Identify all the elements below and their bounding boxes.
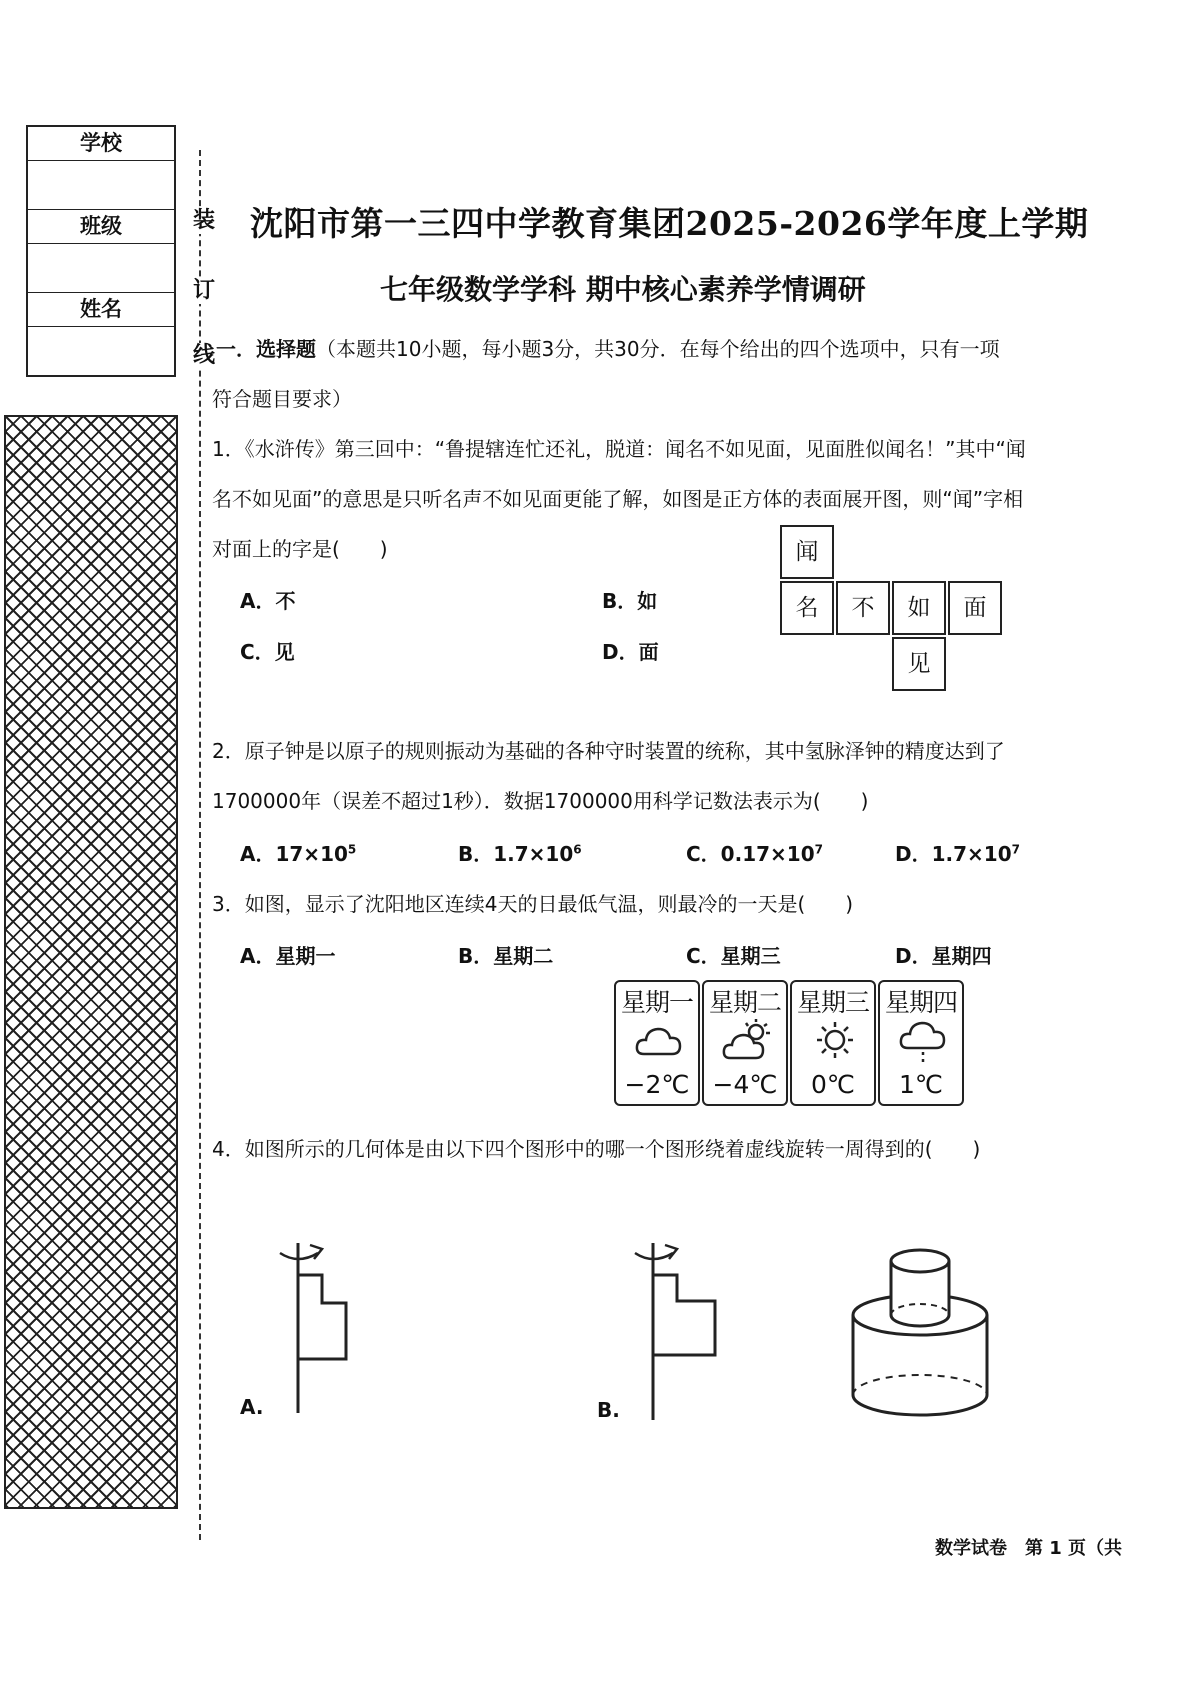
weather-temp: 1℃ <box>899 1070 943 1099</box>
q2-option-b-base: B．1.7×10 <box>458 842 574 866</box>
net-cell: 面 <box>948 581 1002 635</box>
weather-day: 星期四 <box>884 988 957 1017</box>
q1-text-line1: 1．《水浒传》第三回中：“鲁提辖连忙还礼，脱道：闻名不如见面，见面胜似闻名！”其中“闻 <box>212 437 1026 461</box>
q2-option-b-exponent: 6 <box>573 842 582 857</box>
student-info-table <box>26 125 176 377</box>
q2-option-b[interactable] <box>458 838 582 867</box>
class-field[interactable] <box>28 244 174 293</box>
weather-temp: −4℃ <box>712 1070 778 1099</box>
q2-text-line1: 2．原子钟是以原子的规则振动为基础的各种守时装置的统称，其中氢脉泽钟的精度达到了 <box>212 739 1005 763</box>
q2-option-c-exponent: 7 <box>814 842 823 857</box>
binding-char-xian: 线 <box>193 343 216 368</box>
net-cell: 闻 <box>780 525 834 579</box>
cloud-icon <box>634 1018 684 1064</box>
exam-subtitle: 七年级数学学科 期中核心素养学情调研 <box>380 273 866 306</box>
q4-figure-b <box>625 1235 735 1425</box>
weather-day: 星期三 <box>796 988 869 1017</box>
q2-option-a-exponent: 5 <box>347 842 357 857</box>
net-cell: 如 <box>892 581 946 635</box>
binding-char-zhuang: 装 <box>193 208 216 233</box>
q2-option-d-base: D．1.7×10 <box>895 842 1012 866</box>
q4-figure-a <box>270 1235 370 1415</box>
weather-day: 星期二 <box>708 988 781 1017</box>
weather-temp: 0℃ <box>811 1070 855 1099</box>
section-one-instructions-line2: 符合题目要求） <box>212 387 352 411</box>
q1-option-b[interactable]: B．如 <box>602 589 658 613</box>
weather-card <box>878 980 964 1106</box>
section-one-instructions-line1: （本题共10小题，每小题3分，共30分．在每个给出的四个选项中，只有一项 <box>316 337 1000 361</box>
sun-cloud-icon <box>722 1018 772 1064</box>
q4-option-b[interactable]: B. <box>597 1398 620 1422</box>
q3-option-c[interactable]: C．星期三 <box>686 944 781 968</box>
q1-text-line3: 对面上的字是( ) <box>212 537 388 561</box>
binding-char-ding: 订 <box>193 278 216 303</box>
q2-option-d-exponent: 7 <box>1011 842 1020 857</box>
q2-text-line2: 1700000年（误差不超过1秒）．数据1700000用科学记数法表示为( ) <box>212 789 869 813</box>
q4-text-line1: 4．如图所示的几何体是由以下四个图形中的哪一个图形绕着虚线旋转一周得到的( ) <box>212 1137 981 1161</box>
section-one-heading: 一．选择题 <box>216 337 316 361</box>
q4-option-a[interactable]: A. <box>240 1395 264 1419</box>
weather-card <box>790 980 876 1106</box>
name-field[interactable] <box>28 327 174 375</box>
q3-text-line1: 3．如图，显示了沈阳地区连续4天的日最低气温，则最冷的一天是( ) <box>212 892 854 916</box>
q3-option-a[interactable]: A．星期一 <box>240 944 336 968</box>
cloud-rain-icon <box>898 1018 948 1064</box>
q3-option-b[interactable]: B．星期二 <box>458 944 554 968</box>
section-one-instructions <box>216 333 1000 362</box>
q3-option-d[interactable]: D．星期四 <box>895 944 992 968</box>
cube-net-diagram <box>780 525 1010 700</box>
q1-option-c[interactable]: C．见 <box>240 640 295 664</box>
sun-icon <box>810 1018 860 1064</box>
q2-option-a-base: A．17×10 <box>240 842 348 866</box>
school-label: 学校 <box>28 127 174 161</box>
exam-title: 沈阳市第一三四中学教育集团2025-2026学年度上学期 <box>250 204 1089 243</box>
weather-card <box>614 980 700 1106</box>
school-field[interactable] <box>28 161 174 210</box>
weather-temp: −2℃ <box>624 1070 690 1099</box>
net-cell: 见 <box>892 637 946 691</box>
class-label: 班级 <box>28 210 174 244</box>
weather-card <box>702 980 788 1106</box>
q2-option-c[interactable] <box>686 838 823 867</box>
q1-option-d[interactable]: D．面 <box>602 640 659 664</box>
q2-option-c-base: C．0.17×10 <box>686 842 815 866</box>
net-cell: 不 <box>836 581 890 635</box>
q4-solid-figure <box>845 1245 995 1430</box>
name-label: 姓名 <box>28 293 174 327</box>
page-footer: 数学试卷 第 1 页（共 <box>935 1538 1123 1559</box>
hatched-margin <box>4 415 178 1509</box>
q1-text-line2: 名不如见面”的意思是只听名声不如见面更能了解，如图是正方体的表面展开图，则“闻”字相 <box>212 487 1024 511</box>
net-cell: 名 <box>780 581 834 635</box>
q2-option-a[interactable] <box>240 838 356 867</box>
weather-day: 星期一 <box>620 988 693 1017</box>
q1-option-a[interactable]: A．不 <box>240 589 296 613</box>
q2-option-d[interactable] <box>895 838 1020 867</box>
